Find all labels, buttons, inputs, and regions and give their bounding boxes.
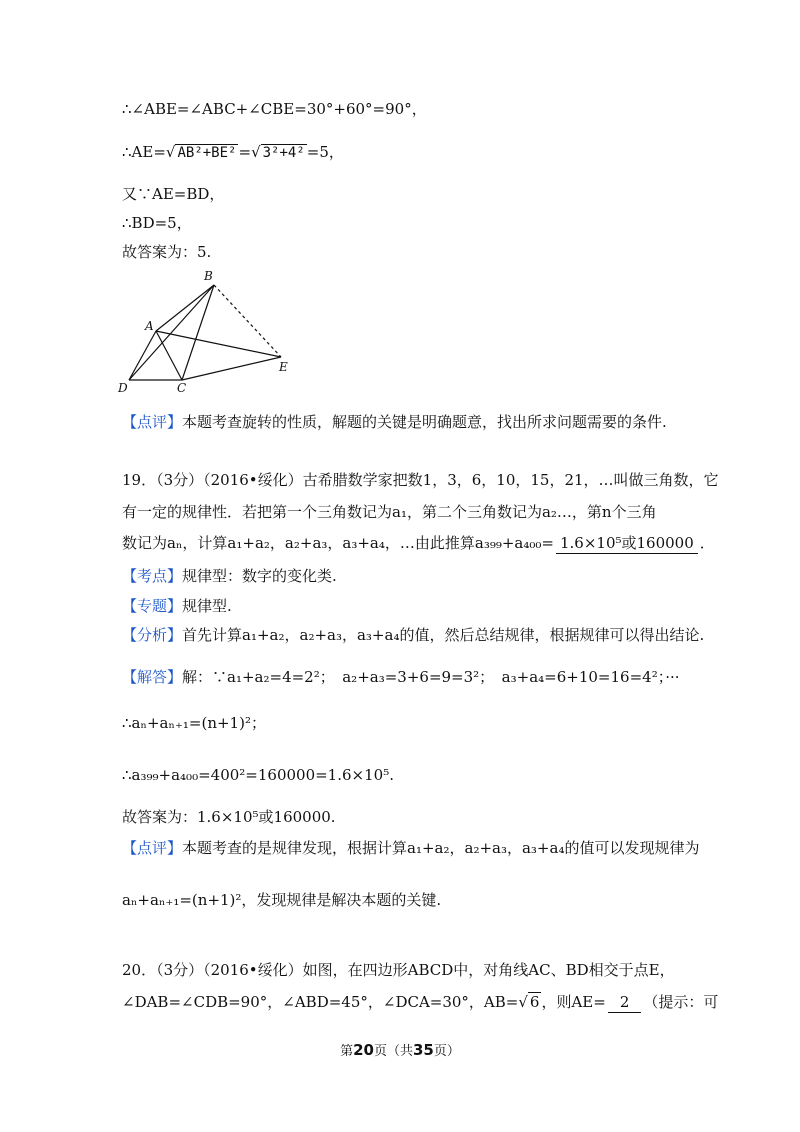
line-bd-value: ∴BD=5， bbox=[122, 214, 192, 232]
ae-prefix: ∴AE= bbox=[122, 143, 166, 161]
q19-review-2: aₙ+aₙ₊₁=(n+1)²，发现规律是解决本题的关键. bbox=[122, 891, 442, 909]
sqrt-sign-1: √ bbox=[165, 143, 176, 161]
sqrt-sign-3: √ bbox=[518, 993, 528, 1011]
review-tag: 【点评】 bbox=[122, 413, 183, 431]
sqrt-expression-1: AB²+BE² bbox=[177, 145, 237, 161]
q20-line-2-text: ∠DAB=∠CDB=90°，∠ABD=45°，∠DCA=30°，AB= bbox=[122, 993, 519, 1011]
q20-line-2-mid: ，则AE= bbox=[541, 993, 606, 1011]
q20-line-2 bbox=[122, 992, 718, 1013]
jieda-tag: 【解答】 bbox=[122, 668, 183, 686]
page-number: 20 bbox=[353, 1041, 374, 1059]
q19-line-3-text: 数记为aₙ，计算a₁+a₂，a₂+a₃，a₃+a₄，…由此推算a₃₉₉+a₄₀₀= bbox=[122, 534, 554, 552]
segment-ba bbox=[156, 285, 214, 331]
label-a: A bbox=[145, 319, 154, 333]
q19-answer: 1.6×10⁵或160000 bbox=[556, 533, 698, 554]
zhuanti-tag: 【专题】 bbox=[122, 597, 183, 615]
segment-ce bbox=[182, 357, 281, 380]
sqrt-expression-2: 3²+4² bbox=[262, 145, 305, 161]
q19-line-3-end: ． bbox=[699, 534, 715, 552]
kaodian-text: 规律型：数字的变化类. bbox=[182, 567, 337, 585]
q19-zhuanti bbox=[122, 596, 232, 616]
q19-kaodian bbox=[122, 566, 337, 586]
segment-ad bbox=[129, 331, 156, 380]
label-d: D bbox=[118, 381, 128, 395]
zhuanti-text: 规律型. bbox=[182, 597, 232, 615]
equals: = bbox=[238, 143, 252, 161]
label-b: B bbox=[204, 269, 213, 283]
segment-bd bbox=[129, 285, 214, 380]
footer-mid: 页（共 bbox=[373, 1044, 413, 1059]
jieda-text: 解：∵a₁+a₂=4=2²； a₂+a₃=3+6=9=3²； a₃+a₄=6+10=16=4²；··· bbox=[182, 668, 680, 686]
line-abe-angle: ∴∠ABE=∠ABC+∠CBE=30°+60°=90°， bbox=[122, 100, 427, 118]
review-19-tag: 【点评】 bbox=[122, 839, 183, 857]
footer-post: 页） bbox=[433, 1044, 460, 1059]
q20-line-1: 20．（3分）（2016•绥化）如图，在四边形ABCD中，对角线AC、BD相交于点E， bbox=[122, 961, 675, 979]
label-e: E bbox=[279, 360, 288, 374]
page-footer bbox=[0, 1040, 800, 1059]
q19-fenxi bbox=[122, 625, 704, 645]
segment-be-dashed bbox=[214, 285, 281, 357]
fenxi-tag: 【分析】 bbox=[122, 626, 183, 644]
q19-step-1: ∴aₙ+aₙ₊₁=(n+1)²； bbox=[122, 714, 266, 732]
sqrt-sign-2: √ bbox=[251, 143, 261, 161]
line-ae-value bbox=[122, 142, 344, 163]
kaodian-tag: 【考点】 bbox=[122, 567, 183, 585]
q19-step-2: ∴a₃₉₉+a₄₀₀=400²=160000=1.6×10⁵. bbox=[122, 766, 394, 784]
q19-review bbox=[122, 838, 699, 858]
geometry-figure bbox=[110, 268, 300, 398]
fenxi-text: 首先计算a₁+a₂，a₂+a₃，a₃+a₄的值，然后总结规律，根据规律可以得出结论. bbox=[182, 626, 705, 644]
segment-ac bbox=[156, 331, 182, 380]
q19-jieda bbox=[122, 667, 680, 687]
q20-answer: 2 bbox=[608, 992, 642, 1013]
segment-bc bbox=[182, 285, 214, 380]
q19-line-3 bbox=[122, 533, 715, 554]
review-text: 本题考查旋转的性质，解题的关键是明确题意，找出所求问题需要的条件. bbox=[182, 413, 667, 431]
review-18 bbox=[122, 412, 667, 432]
segment-ae bbox=[156, 331, 281, 357]
page-total: 35 bbox=[413, 1041, 434, 1059]
line-ae-bd: 又∵AE=BD， bbox=[122, 185, 225, 203]
q19-final: 故答案为：1.6×10⁵或160000. bbox=[122, 808, 336, 826]
label-c: C bbox=[177, 381, 187, 395]
q20-line-2-end: （提示：可 bbox=[643, 993, 719, 1011]
review-19-text: 本题考查的是规律发现，根据计算a₁+a₂，a₂+a₃，a₃+a₄的值可以发现规律为 bbox=[182, 839, 700, 857]
line-answer-18: 故答案为：5. bbox=[122, 243, 212, 261]
sqrt-six: 6 bbox=[529, 993, 540, 1011]
footer-pre: 第 bbox=[340, 1044, 354, 1059]
q19-line-1: 19．（3分）（2016•绥化）古希腊数学家把数1，3，6，10，15，21，…叫做三角数，它 bbox=[122, 471, 719, 489]
ae-result: =5， bbox=[306, 143, 344, 161]
q19-line-2: 有一定的规律性．若把第一个三角数记为a₁，第二个三角数记为a₂…，第n个三角 bbox=[122, 503, 657, 521]
